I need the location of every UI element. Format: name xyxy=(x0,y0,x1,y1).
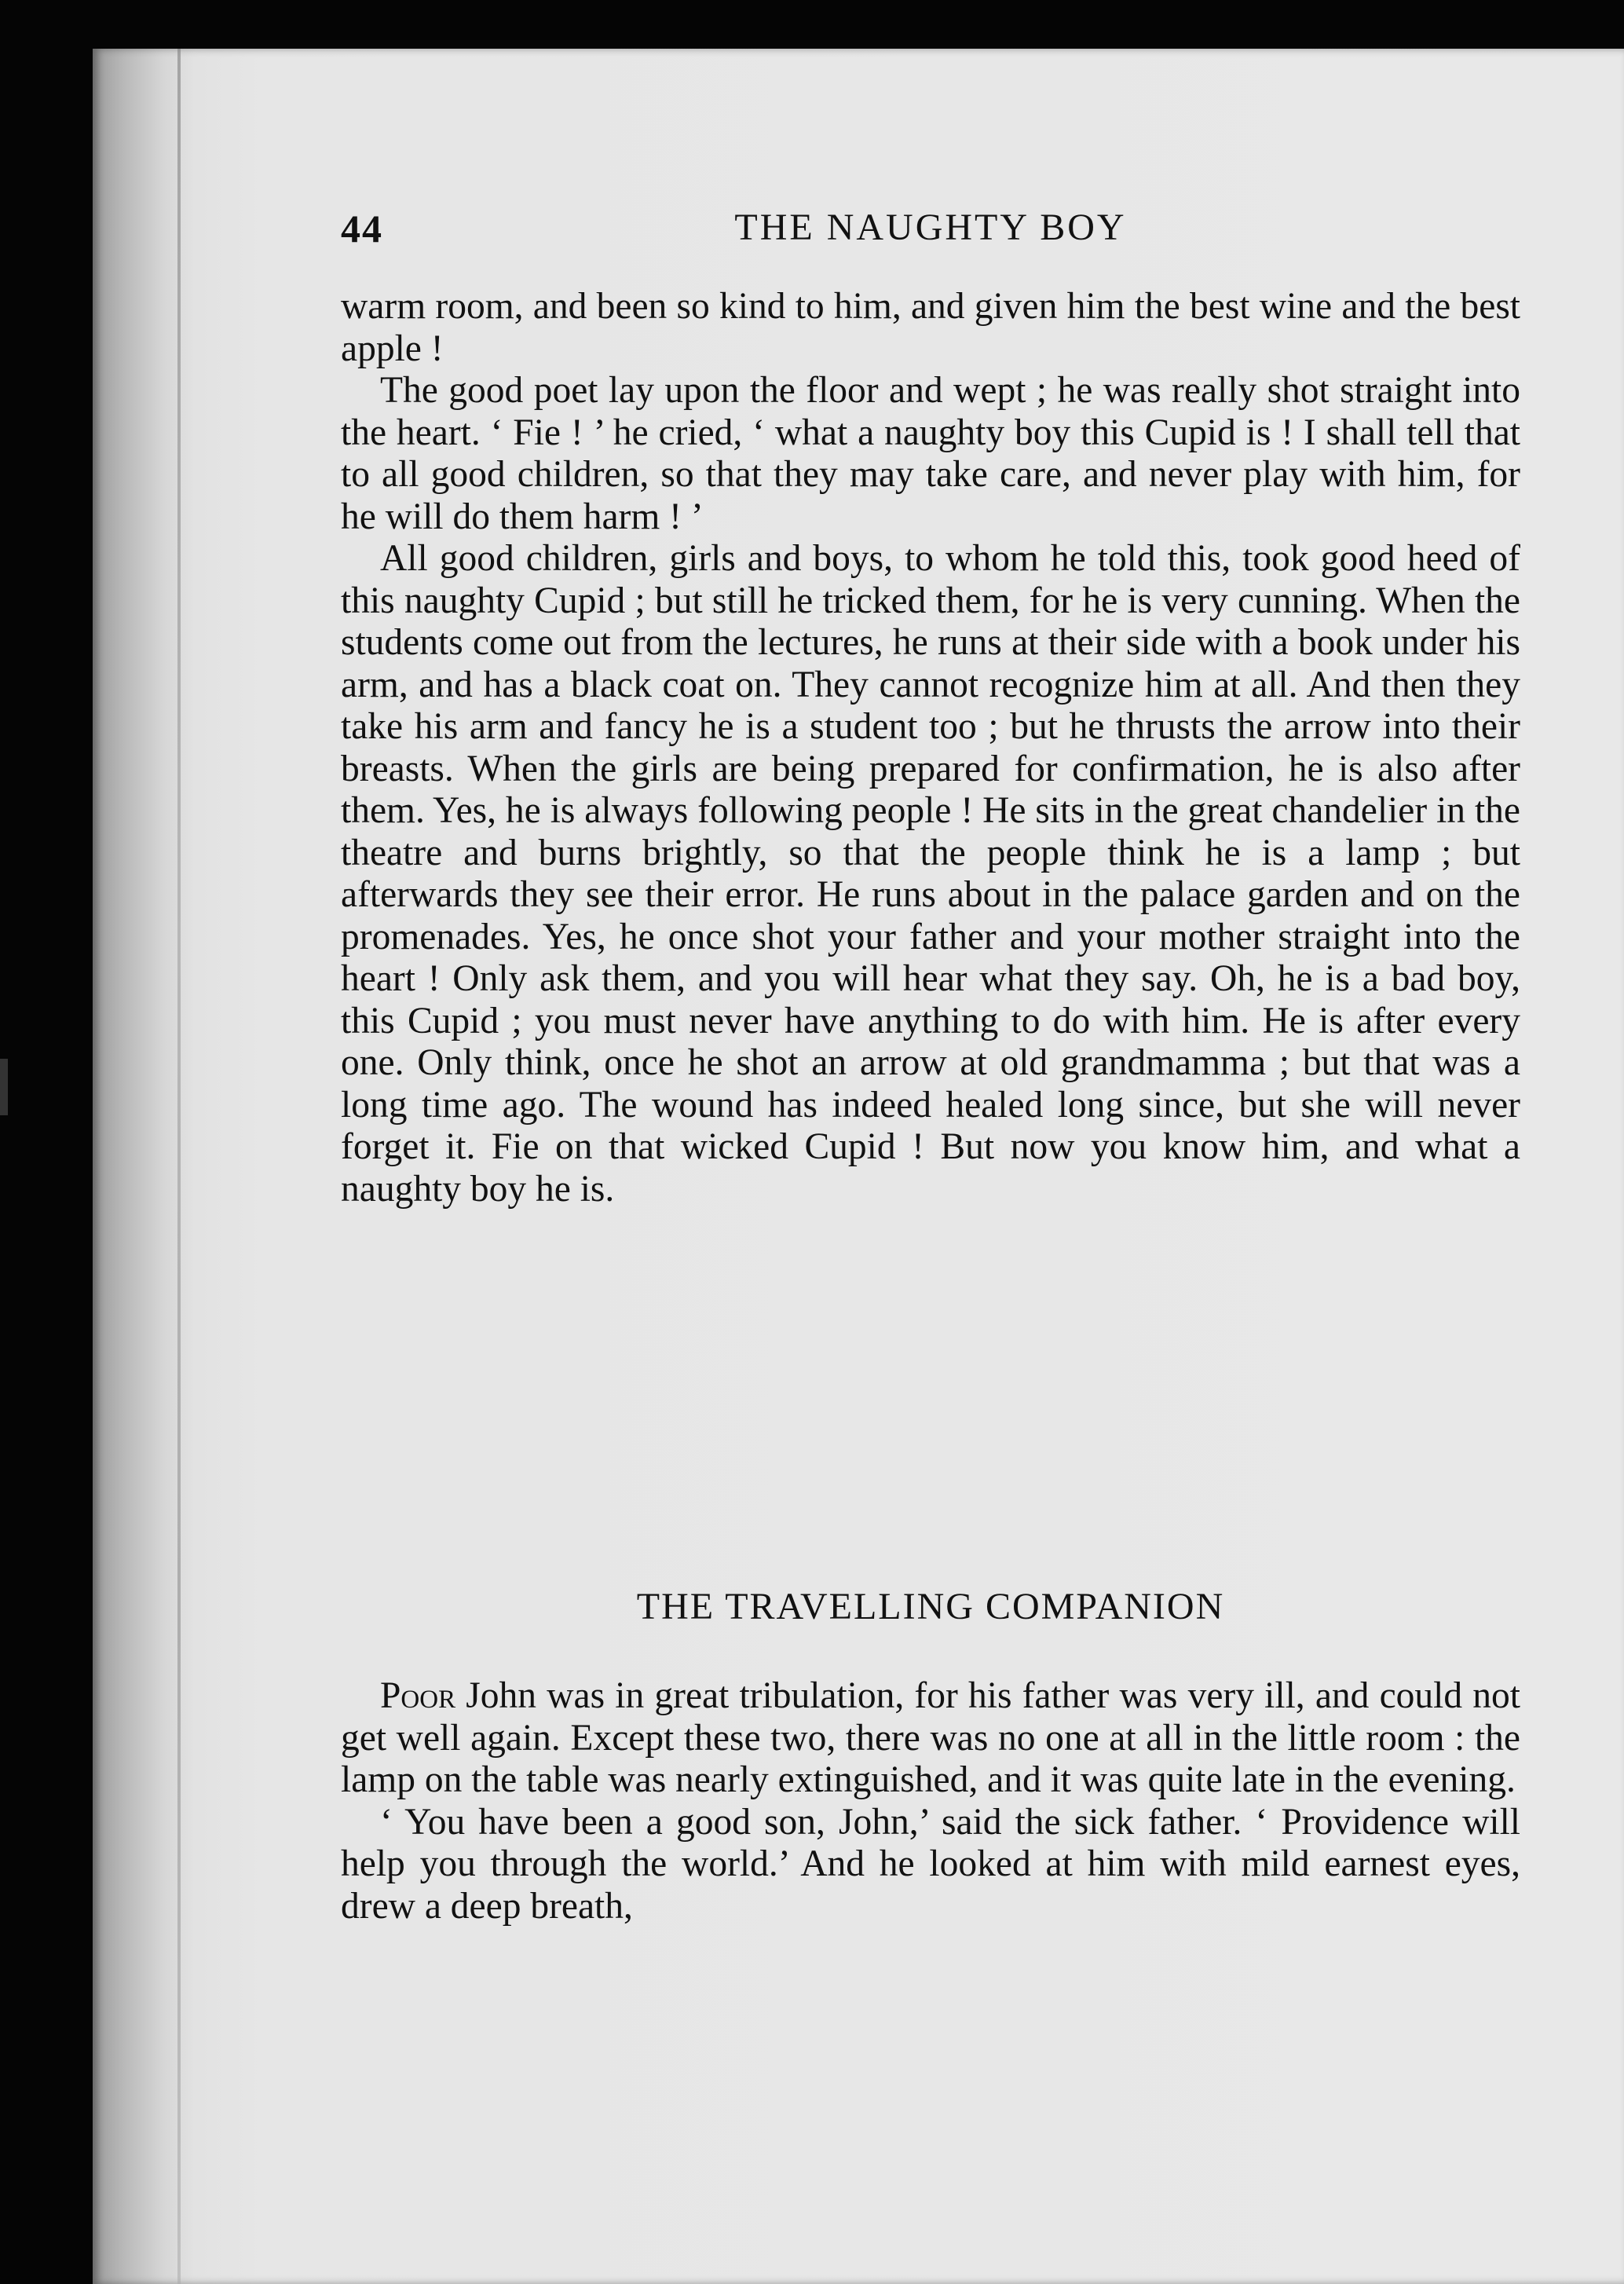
story-naughty-boy xyxy=(341,286,1520,1210)
paragraph: ‘ You have been a good son, John,’ said the sick father. ‘ Providence will help you through the world.’ And he looked at him with mild earnest eyes, drew a deep breath, xyxy=(341,1801,1520,1927)
scan-edge-mark xyxy=(0,1059,8,1115)
paragraph: The good poet lay upon the floor and wept ; he was really shot straight into the heart. ‘ Fie ! ’ he cried, ‘ what a naughty boy this Cupid is ! I shall tell that to all good children, so that they may take care, and never play with him, for he will do them harm ! ’ xyxy=(341,370,1520,537)
paragraph: All good children, girls and boys, to whom he told this, took good heed of this naughty Cupid ; but still he tricked them, for he is very cunning. When the students come out from the lectures, he runs at their side with a book under his arm, and has a black coat on. They cannot recognize him at all. And then they take his arm and fancy he is a student too ; but he thrusts the arrow into their breasts. When the girls are being prepared for confirmation, he is also after them. Yes, he is always following people ! He sits in the great chandelier in the theatre and burns brightly, so that the people think he is a lamp ; but afterwards they see their error. He runs about in the palace garden and on the promenades. Yes, he once shot your father and your mother straight into the heart ! Only ask them, and you will hear what they say. Oh, he is a bad boy, this Cupid ; you must never have anything to do with him. He is after every one. Only think, once he shot an arrow at old grandmamma ; but that was a long time ago. The wound has indeed healed long since, but she will never forget it. Fie on that wicked Cupid ! But now you know him, and what a naughty boy he is. xyxy=(341,538,1520,1210)
section-title: THE TRAVELLING COMPANION xyxy=(636,1586,1225,1627)
running-title: THE NAUGHTY BOY xyxy=(734,207,1127,248)
opening-word: Poor xyxy=(380,1675,456,1716)
story-travelling-companion xyxy=(341,1675,1520,1927)
paragraph xyxy=(341,1675,1520,1802)
paragraph: warm room, and been so kind to him, and given him the best wine and the best apple ! xyxy=(341,286,1520,369)
running-head xyxy=(341,195,1520,265)
page-gutter xyxy=(177,49,181,2284)
page-number: 44 xyxy=(341,207,383,251)
paragraph-text: John was in great tribulation, for his father was very ill, and could not get well again. Except these two, there was no one at all in the little room : the lamp on the table was nearly extinguished, and it was quite late in the evening. xyxy=(341,1675,1520,1800)
